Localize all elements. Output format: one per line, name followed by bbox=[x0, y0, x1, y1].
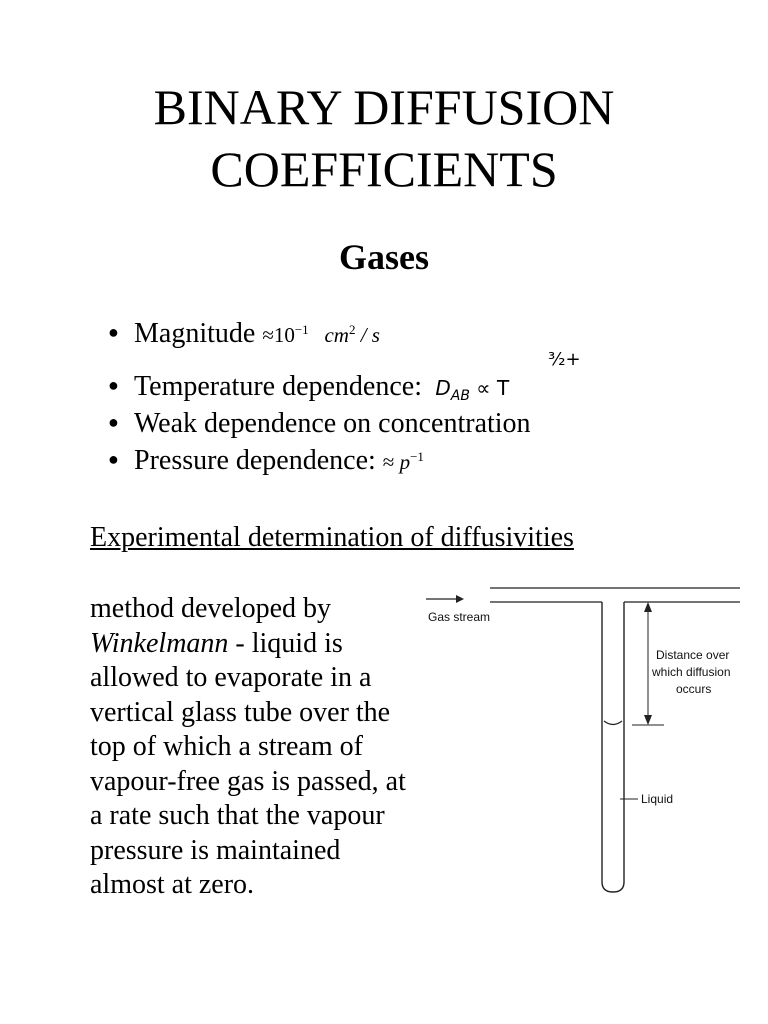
bullet-dot-icon: ● bbox=[108, 322, 119, 342]
unit-power: 2 bbox=[348, 322, 356, 337]
distance-label-line-3: occurs bbox=[676, 682, 712, 696]
section-subtitle: Gases bbox=[339, 237, 429, 277]
dab-subscript: AB bbox=[450, 388, 470, 404]
temperature-expression bbox=[429, 376, 510, 404]
magnitude-label: Magnitude bbox=[134, 318, 256, 349]
temperature-label: Temperature dependence: bbox=[134, 371, 422, 402]
proportional-t: ∝ T bbox=[469, 376, 510, 400]
glass-tube bbox=[602, 602, 624, 892]
method-paragraph bbox=[90, 592, 420, 903]
liquid-meniscus bbox=[604, 721, 622, 725]
para-name: Winkelmann bbox=[90, 627, 229, 659]
magnitude-base: 10 bbox=[273, 323, 295, 347]
gas-stream-arrow-icon bbox=[426, 595, 464, 603]
bullet-dot-icon: ● bbox=[108, 412, 119, 432]
liquid-label: Liquid bbox=[641, 792, 674, 806]
dab-symbol: D bbox=[435, 376, 451, 400]
unit-rest: / s bbox=[355, 323, 380, 347]
concentration-label: Weak dependence on concentration bbox=[134, 408, 531, 439]
approx-sign: ≈ bbox=[262, 323, 274, 347]
distance-arrow-icon bbox=[644, 602, 652, 725]
distance-label-line-1: Distance over bbox=[656, 648, 730, 662]
section-heading: Experimental determination of diffusivities bbox=[90, 522, 574, 553]
para-before: method developed by bbox=[90, 593, 332, 624]
pressure-label: Pressure dependence: bbox=[134, 445, 376, 476]
bullet-concentration bbox=[108, 408, 531, 445]
unit-base: cm bbox=[324, 323, 349, 347]
distance-label-line-2: which diffusion bbox=[652, 665, 731, 679]
title-line-1: BINARY DIFFUSION bbox=[153, 79, 615, 135]
magnitude-power: −1 bbox=[294, 322, 309, 337]
winkelmann-tube-diagram bbox=[420, 580, 750, 900]
bullet-magnitude bbox=[108, 318, 531, 355]
pressure-var: p bbox=[399, 450, 411, 474]
approx-sign: ≈ bbox=[382, 450, 395, 474]
bullet-dot-icon: ● bbox=[108, 449, 119, 469]
gas-stream-label: Gas stream bbox=[428, 610, 491, 624]
title-line-2: COEFFICIENTS bbox=[210, 141, 558, 197]
bullet-pressure bbox=[108, 445, 531, 482]
pressure-expression bbox=[383, 450, 424, 474]
page-title bbox=[0, 76, 768, 200]
bullet-dot-icon: ● bbox=[108, 375, 119, 395]
bullet-temperature bbox=[108, 349, 581, 408]
temperature-exponent: ³⁄₂+ bbox=[548, 349, 581, 370]
pressure-power: −1 bbox=[410, 449, 424, 464]
property-list bbox=[108, 318, 581, 482]
para-after: - liquid is allowed to evaporate in a vertical glass tube over the top of which a stream of vapour-free gas is passed, at a rate such that the vapour pressure is maintained almost at zero. bbox=[90, 627, 406, 900]
magnitude-expression bbox=[262, 323, 380, 347]
